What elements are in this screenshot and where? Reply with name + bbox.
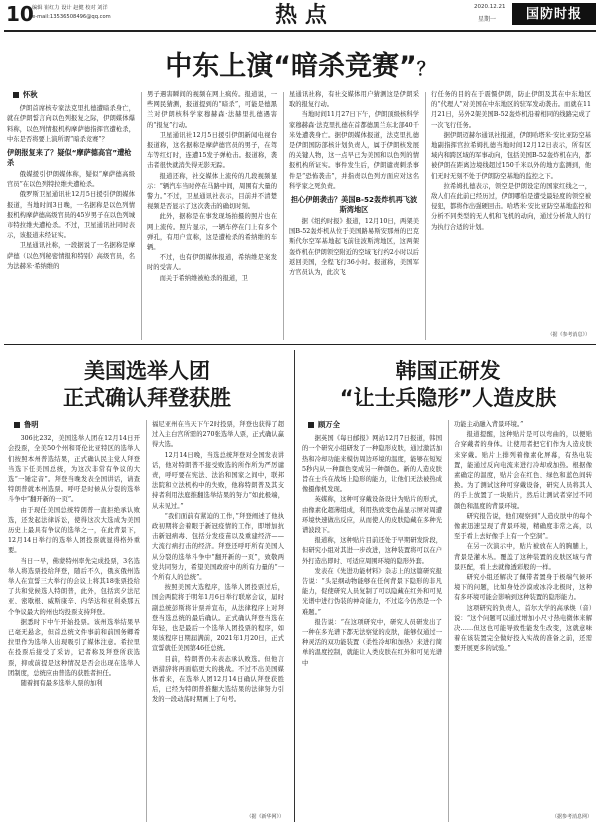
article1-paragraph: 当地时间11月27日下午，伊朗顶级核科学家穆赫森·法克里扎德在首都德黑兰东北部40千米处遭袭身亡。据伊朗媒体报道，法克里扎德是伊朗国防部核计划负责人，属于伊朗核发展的关键人物，这一点早已为美国和以色列的情报机构所证实。事件发生后，伊朗谴责刺杀事件是“恐怖袭击”，并指责以色列方面应对这名科学家之死负责。: [289, 111, 419, 190]
article3-col1: [302, 420, 442, 822]
article1-subheading: 伊朗报复来了？疑似“摩萨德高官”遭枪杀: [7, 148, 132, 168]
article2-paragraph: 12月14日晚，当选总统拜登对全国发表讲话，他对特朗普不接受败选的所作所为严厉谴责，呼吁要在宪法、法治和国家之间中，联邦法院和立法机构中的失败，他称特朗普及其支持者利用法庭推翻选举结果的努力“如此极端，从未见过。”: [152, 451, 284, 510]
article1-paragraph: 据伊朗迈赫尔通讯社报道，伊朗哈塔米·安比亚防空基地副指挥官拉希姆扎德当地时间12月12日表示，所有区域内和跨区域的军事动向，包括美国B-52轰炸机在内，都被伊朗在距离边境线超过150千米以外的地方监测到，他们无时无刻不处于伊朗防空基地的监控之下。: [431, 131, 591, 180]
editor-credits: 编辑 崔红力 设计 赵健 校对 刘洋: [32, 5, 108, 11]
article3-title-line1: 韩国正研发: [395, 359, 501, 383]
article1-paragraph: 男子遇害瞬间的视频在网上疯传。报道说，一些网民猜测，报道提到的“暗杀”，可能是德黑兰对伊朗核科学家穆赫森·法赫里扎德遇害的“报复”行动。: [147, 91, 277, 129]
article2-paragraph: 目前，特朗普仍未表态承认败选。但他言语措辞将再面临更大的挑战。不过不出美国媒体看来，在选举人团12月14日确认拜登获胜后，已经为特朗普推翻大选结果的法律努力引发的一段动荡时期画上了句号。: [152, 655, 284, 704]
issue-date: 2020.12.21: [474, 4, 506, 10]
article3-paragraph: 报道提醒，这种贴片是可以弯曲的，以便贴合穿戴者的身体。让使用者把它们作为人造皮肤来穿戴。贴片上排列着像素化屏幕，有热电装置，能通过反向电流来进行冷却或加热。根据像素确定的温度，贴片会在红色、绿色和蓝色间转换。为了测试这种可穿戴设备，研究人员将其人的手上放置了一块贴片，然后让测试者穿过不同颜色和温度的背景环境。: [454, 431, 592, 510]
section-rule: [4, 344, 596, 345]
column-divider: [141, 92, 142, 340]
article3-paragraph: 这项研究的负责人，首尔大学的高承焕（音）说：“这个问题可以通过增加小尺寸热电微体来解决……但这也可能导致性能发生改变，这就意味着在该装置完全做好投入实战的准备之前，还需要开展更多的试验。”: [454, 604, 592, 653]
masthead-logo: [512, 3, 596, 25]
article1-paragraph: 行任务的目的在于震慑伊朗，防止伊朗及其在中东地区的“代理人”对美国在中东地区的驻军发动袭击。而就在11月21日，另外2架美国B-52轰炸机沿着相同的线路完成了一次飞行任务。: [431, 91, 591, 129]
article3-paragraph: 英媒称，这种可穿戴设备设计为贴片的形式，由像素化超薄组成，利用热致变色晶显示屏对周遭环境快速做出反应，从而使人的皮肤隐藏在多种光谱波段下。: [302, 496, 442, 535]
article1-paragraph: 不过，也有伊朗媒体报道，希纳维是案发时的受害人。: [147, 254, 277, 272]
article1-paragraph: 而关于希纳维被枪杀的报道，卫: [159, 274, 248, 282]
section-title: 热 点: [275, 2, 327, 28]
article1-title-question: ？: [416, 59, 435, 80]
article1-credit: （据《参考消息》）: [547, 332, 590, 338]
article2-paragraph: 按照美国大选程序，选举人团投票过后，国会两院将于明年1月6日举行联席会议，届时副总统彭斯将计票并宣布，从法律程序上对拜登当选总统的最后确认。正式确认拜登当选在年轻，也是最后一个选举人团投票的程序，如果该程序日期届满前，2021年1月20日，正式宣誓就任美国第46任总统。: [152, 584, 284, 653]
article3-paragraph: 报告说：“在这项研究中，研究人员研发出了一种在多光谱下都无法察觉的皮肤，能够仅通过一种灵活的双功能装置（柔性冷却和加热）来进行简单的温度控制，就能让人类皮肤在红外和可见光谱中: [302, 618, 442, 667]
article2-paragraph: 由于现任美国总统特朗普一直拒绝承认败选，还发起法律诉讼，使得这次大选成为美国历史上最具有争议的选举之一，在此背景下，12月14日举行的选举人团投票就显得格外重要。: [8, 506, 140, 555]
article3-paragraph: 发表在《先进功能材料》杂志上的这篇研究报告说：“头足纲动物能够在任何背景下隐形的非凡能力，促使研究人员复制了可以隐藏在红外和可见光谱中进行伪装的神奇能力，不过迄今仍然是一个难题。”: [302, 567, 442, 616]
article1-paragraph: 报道还称，社交媒体上流传的几段视频显示：“辆汽车当时停在马路中间，周围有大量的警力。”不过，卫星通讯社表示，目前并不清楚视频是否显示了这次袭击的确切时刻。: [147, 172, 277, 211]
editor-email: e-mail:13536508496@qq.com: [32, 14, 111, 20]
article1-byline: 怀秋: [13, 90, 135, 100]
article1-col4: [431, 90, 591, 330]
article3-title-line2: “让士兵隐形”人造皮肤: [339, 386, 557, 410]
article3-credit: （据参考消息网）: [551, 814, 592, 820]
article3-paragraph: 在另一次演示中，贴片被放在人的胸脯上，背景是灌木丛。覆盖了这种装置的皮肤区域与背景匹配，看上去就像透彩般的一样。: [454, 543, 592, 571]
column-divider: [448, 420, 449, 822]
article1-paragraph: 卫星通讯社12月5日援引伊朗新闻电视台报道称，这名据称是摩萨德官员的男子，在驾车等红灯时，连遭15发子弹枪击。报道称，袭击者很快就消失得无影无踪。: [147, 131, 277, 170]
article2-paragraph: 随着拥有最多选举人票的加利: [20, 680, 103, 688]
article2-paragraph: 据悉时下中午开始投票。该州选举结果早已毫无悬念，但首总统文件事前和前国务卿希拉里作为选举人出现吸引了媒体注意。希拉里在投票后接受了采访，记者称及拜登所获选票，抑或前提是这种情况是否会出现在选举人团制度，总统应由普选的获胜者担任。: [8, 618, 140, 677]
article2-paragraph: 福尼亚州在当天下午2时投票，拜登也获得了超过入主白宫所需的270张选举人票，正式确认赢得大选。: [152, 421, 284, 449]
article3-paragraph: 研究报告说，他们观察到“人造皮肤中的每个像素迅速呈现了背景环境，精确度非常之高，以至于看上去好像手上有一个空洞”。: [454, 512, 592, 541]
article2-paragraph: “我们面前有紧迫的工作，”拜登阐述了他执政初期将会着眼于新冠疫情的工作，即增加抗击新冠病毒、包括分发疫苗以及重建经济——大流行病打击的经济。拜登还呼吁所有美国人从分裂的选举斗争中“翻开新的一页”，致敬两党共同努力，希望美国政府中的所有力量的“一个所有人的总统”。: [152, 512, 284, 582]
article1-paragraph: 此外，据称是在事发现场拍摄的照片也在网上流传。照片显示，一辆车停在门上有多个弹孔，有用户宣称，这是遭枪杀的希纳维的车辆。: [147, 213, 277, 252]
article2-byline: 鲁明: [14, 420, 140, 430]
masthead-logo-text: 国防时报: [525, 7, 582, 22]
article1-paragraph: 星通讯社称，有社交媒体用户猜测这是伊朗采取的报复行动。: [289, 91, 419, 109]
article2-title: [6, 358, 288, 412]
article1-paragraph: 卫星通讯社称，一段据说了一名据称是摩萨德（以色列秘密情报和特别）高级官员，名为法赫米·希纳维的: [7, 242, 135, 270]
article3-paragraph: 研究小组还解决了佩带者置身于极端气候环境下的问题，比如身处沙漠或冰冷北极时，这种有多环境可能会影响到这种装置的隐形能力。: [454, 574, 592, 602]
column-divider: [425, 92, 426, 340]
article1-paragraph: 俄罗斯卫星通讯社12月5日援引伊朗媒体报道，当地时间3日晚，一名据称是以色列情报机构摩萨德高级官员的45岁男子在以色列城市特拉维夫遭枪杀。不过，卫星通讯社同时表示，该报道未经证实。: [7, 191, 135, 240]
article2-col2: [152, 420, 284, 812]
header-rule: [4, 30, 596, 32]
article2-paragraph: 当日一早，佛蒙特州率先完成投票，3名选举人将选票投给拜登，随后不久，俄亥俄州选举人在宣誓三大举行的会议上将其18张票投给了共和党候选人特朗普，此外，包括宾夕法尼亚、密歇根、威斯康辛、内华达和亚利桑那五个争议最大的州也均投票支持拜登。: [8, 557, 140, 616]
article1-paragraph: 伊朗首席核专家法克里扎德遭暗杀身亡，就在伊朗誓言向以色列报复之际，伊朗媒体爆料称，以色列情报机构摩萨德指挥官遭枪杀，中东是否将要上演所谓“暗杀竞赛”？: [7, 105, 135, 143]
article3-paragraph: 据英国《每日邮报》网站12月7日报道，韩国的一个研究小组研发了一种隐形皮肤，通过激活加热和冷却功能来模仿周边环境的温度，能够在短短5秒内从一种颜色变成另一种颜色。新的人造皮肤旨在士兵在战场上隐形的能力，让他们无法被热成像摄像机发现。: [302, 435, 442, 494]
column-divider: [283, 92, 284, 340]
article3-title: [300, 358, 596, 412]
article3-col2: [454, 420, 592, 812]
section-divider: [294, 350, 295, 822]
article3-byline: 顾万全: [308, 420, 442, 430]
article1-paragraph: 拉希姆扎德表示，领空是伊朗设定的国家红线之一，敌人们在此前已经历过，伊朗哪怕是遭受最轻度的领空被侵犯，都将作出强硬回击。哈塔米·安比亚防空基地监控和分析不同类型的无人机和飞机的动向，通过分析敌人的行为执行合适的计划。: [431, 182, 591, 231]
article1-col2: [147, 90, 277, 340]
article1-paragraph: 俄媒援引伊朗媒体称，疑似“摩萨德高级官员”在以色列特拉维夫遭枪杀。: [7, 171, 135, 189]
article1-title: [0, 44, 600, 83]
article1-subheading: 担心伊朗袭击？美国B-52轰炸机再飞波斯湾地区: [290, 195, 418, 215]
article2-title-line2: 正式确认拜登获胜: [63, 386, 231, 410]
article2-col1: [8, 420, 140, 822]
page-number: 10: [6, 2, 34, 26]
article2-paragraph: 306比232，美国选举人团在12月14日开会投票，全美50个州和哥伦比亚特区的选举人们按照本州普选结果，正式确认民主党人拜登当选下任美国总统，为这次非常有争议的大选“一锤定音”。拜登当晚发表全国讲话，请查特朗普就本州选票。呼吁是时候从分裂的选举斗争中“翻开新的一页”。: [8, 435, 140, 504]
article1-title-quote: “暗杀竞赛”: [273, 51, 417, 82]
article3-paragraph: 报道称，这种贴片目前还处于早期研发阶段，但研究小组对其进一步改进，这种装置将可以在户外打造出即时、可适应周围环境的隐形外套。: [302, 537, 442, 565]
article2-credit: （据《新华网》）: [246, 814, 284, 820]
column-divider: [146, 420, 147, 822]
article1-col3: [289, 90, 419, 340]
article1-col1: [7, 90, 135, 340]
article2-title-line1: 美国选举人团: [84, 359, 210, 383]
issue-weekday: 星期一: [478, 16, 497, 23]
article1-paragraph: 据《纽约时报》报道，12月10日，两架美国B-52轰炸机从位于美国路易斯安那州的巴克斯代尔空军基地起飞前往波斯湾地区，这两架轰炸机在伊朗领空附近的空域飞行约2小时以后返回美国，全程飞行36小时。报道称，美国军方官员认为，此次飞: [289, 218, 419, 277]
article3-paragraph: 功能主动融入背景环境。”: [454, 421, 524, 428]
article1-title-main: 中东上演: [165, 51, 274, 82]
